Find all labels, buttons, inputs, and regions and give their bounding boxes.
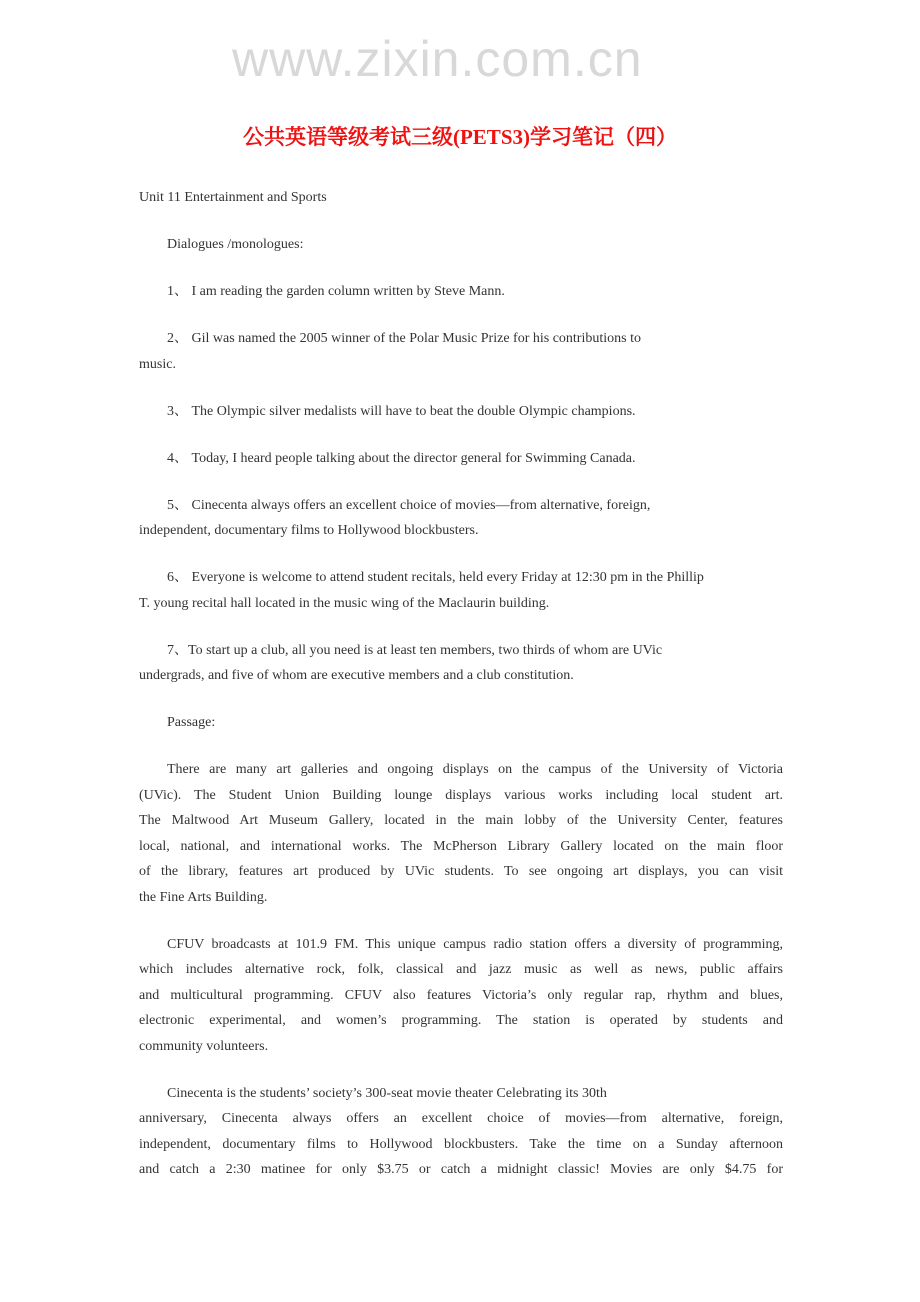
document-body [139, 187, 783, 1206]
paragraph-line: and multicultural programming. CFUV also features Victoria’s only regular rap, rhythm and blues, [139, 987, 783, 1003]
paragraph-line: anniversary, Cinecenta always offers an excellent choice of movies—from alternative, foreign, [139, 1111, 783, 1126]
paragraph-list [139, 234, 783, 1185]
paragraph-line: T. young recital hall located in the music wing of the Maclaurin building. [139, 595, 550, 611]
paragraph [139, 234, 783, 260]
paragraph-line: of the library, features art produced by UVic students. To see ongoing art displays, you can visit [139, 864, 783, 879]
paragraph [139, 640, 783, 691]
paragraph-line: which includes alternative rock, folk, classical and jazz music as well as news, public affairs [139, 962, 783, 977]
paragraph-line: independent, documentary films to Hollywood blockbusters. [139, 523, 479, 538]
paragraph [139, 712, 783, 738]
paragraph-line: The Maltwood Art Museum Gallery, located in the main lobby of the University Center, features [139, 813, 783, 828]
watermark: www.zixin.com.cn [232, 31, 643, 87]
paragraph-line: undergrads, and five of whom are executive members and a club constitution. [139, 668, 574, 683]
document-title: 公共英语等级考试三级(PETS3)学习笔记（四） [242, 125, 677, 149]
paragraph-line: music. [139, 356, 176, 372]
paragraph [139, 281, 783, 307]
paragraph-line: independent, documentary films to Hollywood blockbusters. Take the time on a Sunday afternoon [139, 1136, 783, 1152]
paragraph-line: 5、 Cinecenta always offers an excellent choice of movies—from alternative, foreign, [167, 497, 651, 513]
paragraph [139, 1083, 783, 1185]
paragraph-line: electronic experimental, and women’s programming. The station is operated by students and [139, 1013, 783, 1028]
paragraph [139, 567, 783, 618]
paragraph-line: 1、 I am reading the garden column written by Steve Mann. [167, 284, 505, 299]
paragraph [139, 495, 783, 546]
paragraph [139, 934, 783, 1062]
paragraph-line: local, national, and international works. The McPherson Library Gallery located on the main floor [139, 838, 783, 854]
paragraph-line: Cinecenta is the students’ society’s 300-seat movie theater Celebrating its 30th [167, 1085, 607, 1101]
paragraph [139, 448, 783, 474]
paragraph-line: and catch a 2:30 matinee for only $3.75 or catch a midnight classic! Movies are only $4.75 for [139, 1162, 783, 1177]
paragraph-line: There are many art galleries and ongoing displays on the campus of the University of Victoria [167, 762, 783, 777]
paragraph-line: (UVic). The Student Union Building lounge displays various works including local student art. [139, 787, 783, 803]
paragraph [139, 328, 783, 379]
paragraph [139, 759, 783, 912]
paragraph-line: 7、To start up a club, all you need is at least ten members, two thirds of whom are UVic [167, 642, 663, 658]
paragraph-line: 3、 The Olympic silver medalists will have to beat the double Olympic champions. [167, 403, 636, 419]
paragraph-line: 4、 Today, I heard people talking about the director general for Swimming Canada. [167, 450, 636, 466]
paragraph-line: community volunteers. [139, 1038, 269, 1054]
unit-heading [139, 187, 783, 213]
unit-heading-text: Unit 11 Entertainment and Sports [139, 190, 327, 205]
paragraph-line: Passage: [167, 715, 216, 730]
paragraph-line: Dialogues /monologues: [167, 237, 304, 252]
paragraph-line: 2、 Gil was named the 2005 winner of the Polar Music Prize for his contributions to [167, 331, 641, 346]
paragraph-line: 6、 Everyone is welcome to attend student recitals, held every Friday at 12:30 pm in the Phillip [167, 570, 704, 585]
paragraph-line: the Fine Arts Building. [139, 889, 268, 905]
paragraph-line: CFUV broadcasts at 101.9 FM. This unique campus radio station offers a diversity of programming, [167, 936, 783, 952]
paragraph [139, 401, 783, 427]
